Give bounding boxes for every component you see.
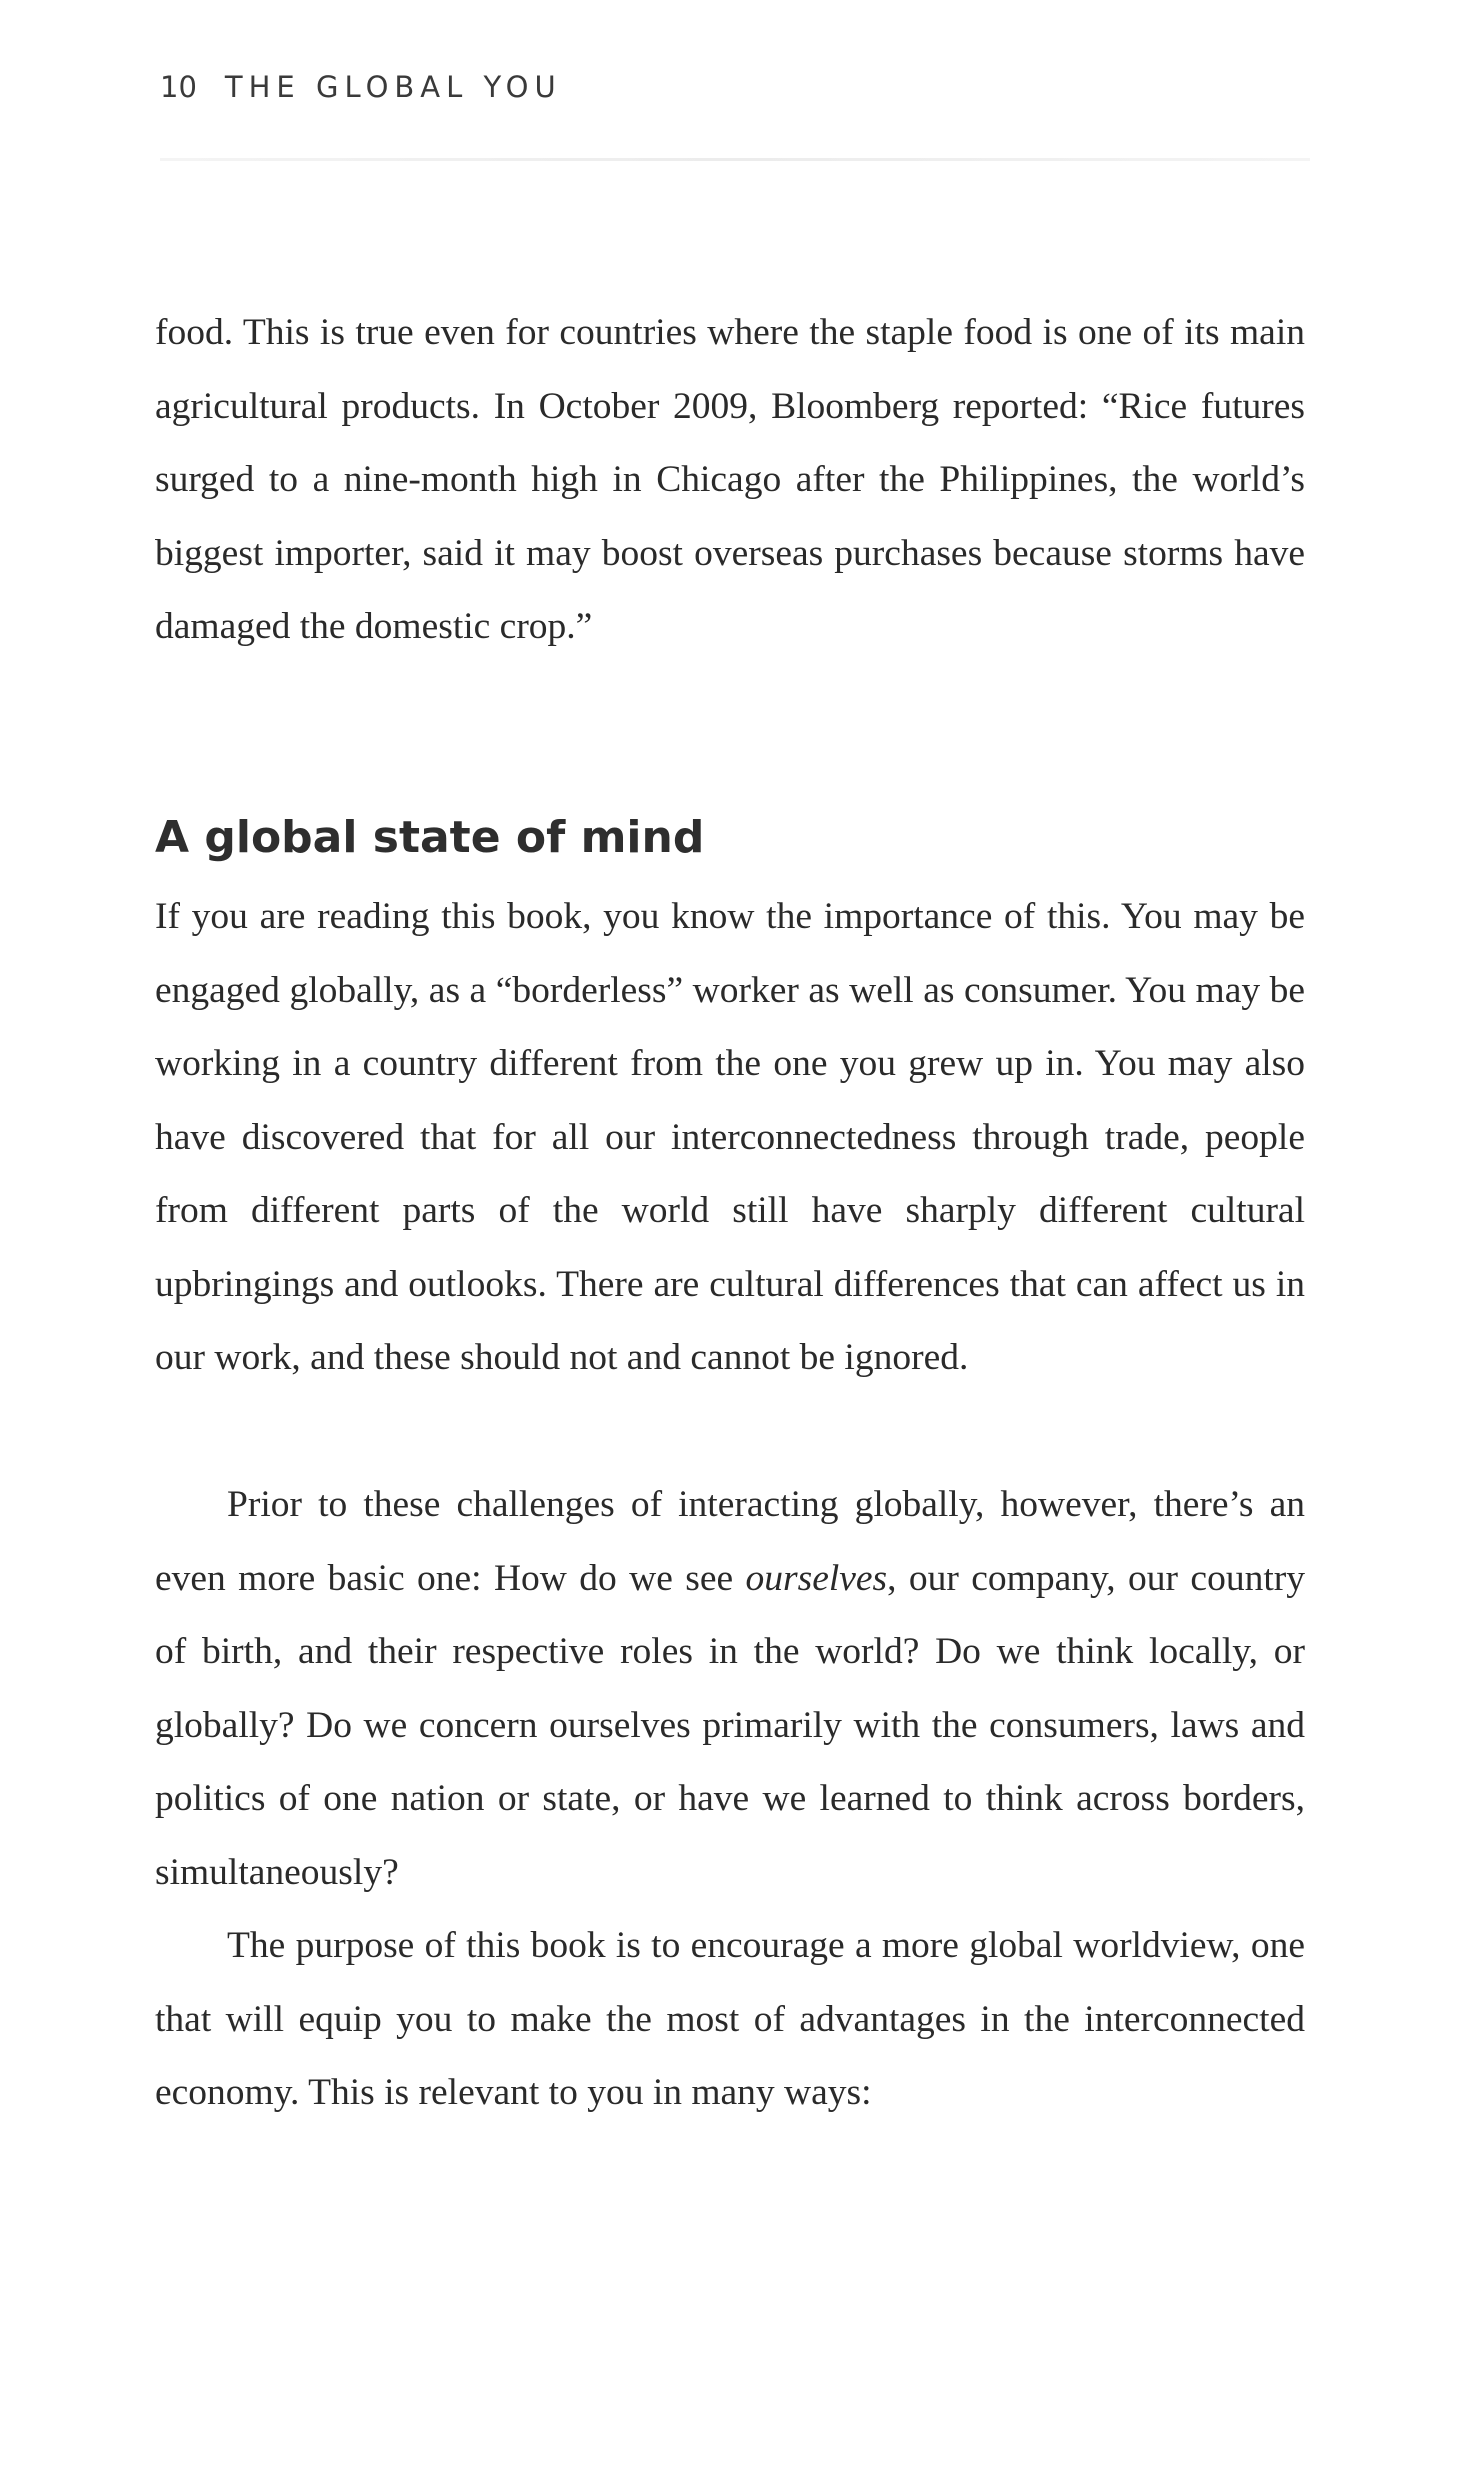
paragraph-continued: food. This is true even for countries where the staple food is one of its main agricultural products. In October 2009, Bloomberg reported: “Rice futures surged to a nine-month high in Chicago after the Philippines, the world’s biggest importer, said it may boost overseas purchases because storms have damaged the domestic crop.” [155,312,1305,647]
paragraph-purpose: The purpose of this book is to encourage a more global worldview, one that will equip you to make the most of advantages in the interconnected economy. This is relevant to you in many ways: [155,1925,1305,2113]
header-rule [160,158,1310,161]
paragraph-intro: If you are reading this book, you know the importance of this. You may be engaged globally, as a “borderless” worker as well as consumer. You may be working in a country different from the one you grew up in. You may also have discovered that for all our interconnectedness through trade, people from different parts of the world still have sharply different cultural upbringings and outlooks. There are cultural differences that can affect us in our work, and these should not and cannot be ignored. [155,896,1305,1378]
paragraph-text: , our company, our country of birth, and their respective roles in the world? Do we think locally, or globally? Do we concern ourselves primarily with the consumers, laws and politics of one nation or state, or have we learned to think across borders, simultaneously? [155,1557,1305,1893]
running-title: THE GLOBAL YOU [224,70,562,104]
paragraph-challenges [155,1468,1305,1909]
section-heading: A global state of mind [155,812,705,863]
page-number: 10 [160,70,197,104]
page-header [160,70,1310,130]
paragraph-text: Prior to these challenges of interacting globally, however, there’s an even more basic one: How do we see [155,1484,1305,1599]
emphasis-text: ourselves [745,1557,888,1599]
